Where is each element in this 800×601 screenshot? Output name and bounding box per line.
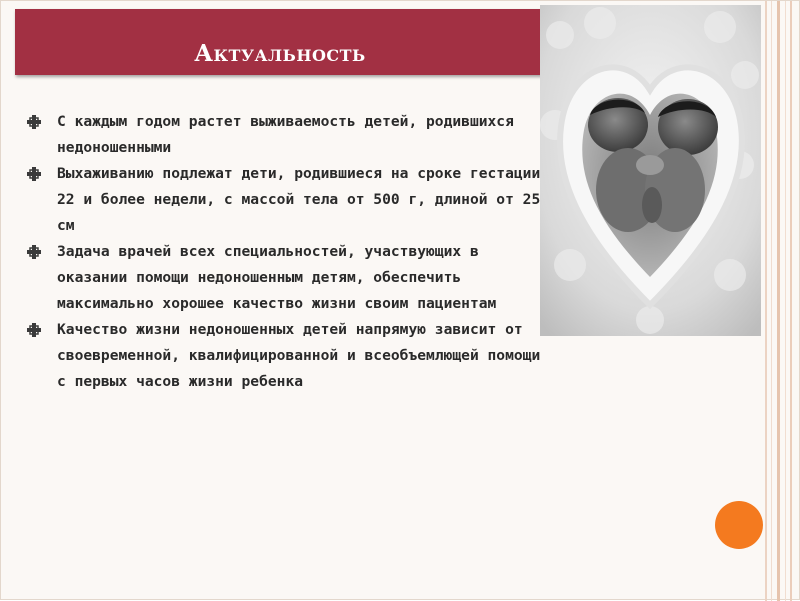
- accent-circle: [715, 501, 763, 549]
- list-item: [27, 161, 542, 239]
- newborn-twins-heart-blanket-photo-icon: [540, 5, 761, 336]
- ornament-bullet-icon: [27, 115, 41, 129]
- newborn-twins-heart-photo: [540, 5, 761, 336]
- bullet-text: Задача врачей всех специальностей, участвующих в оказании помощи недоношенным детям, обеспечить максимально хорошее качество жизни своим пациентам: [57, 243, 497, 312]
- bullet-text: С каждым годом растет выживаемость детей, родившихся недоношенными: [57, 113, 514, 156]
- bullet-text: Качество жизни недоношенных детей напрямую зависит от своевременной, квалифицированной и всеобъемлющей помощи с первых часов жизни ребенка: [57, 321, 541, 390]
- list-item: [27, 109, 542, 161]
- bullet-text: Выхаживанию подлежат дети, родившиеся на сроке гестации 22 и более недели, с массой тела от 500 г, длиной от 25 см: [57, 165, 541, 234]
- ornament-bullet-icon: [27, 323, 41, 337]
- list-item: [27, 317, 542, 395]
- slide-title: Актуальность: [194, 39, 366, 67]
- ornament-bullet-icon: [27, 245, 41, 259]
- ornament-bullet-icon: [27, 167, 41, 181]
- list-item: [27, 239, 542, 317]
- title-bar: [15, 9, 545, 75]
- decorative-stripes: [759, 1, 799, 601]
- bullet-list: [27, 109, 542, 395]
